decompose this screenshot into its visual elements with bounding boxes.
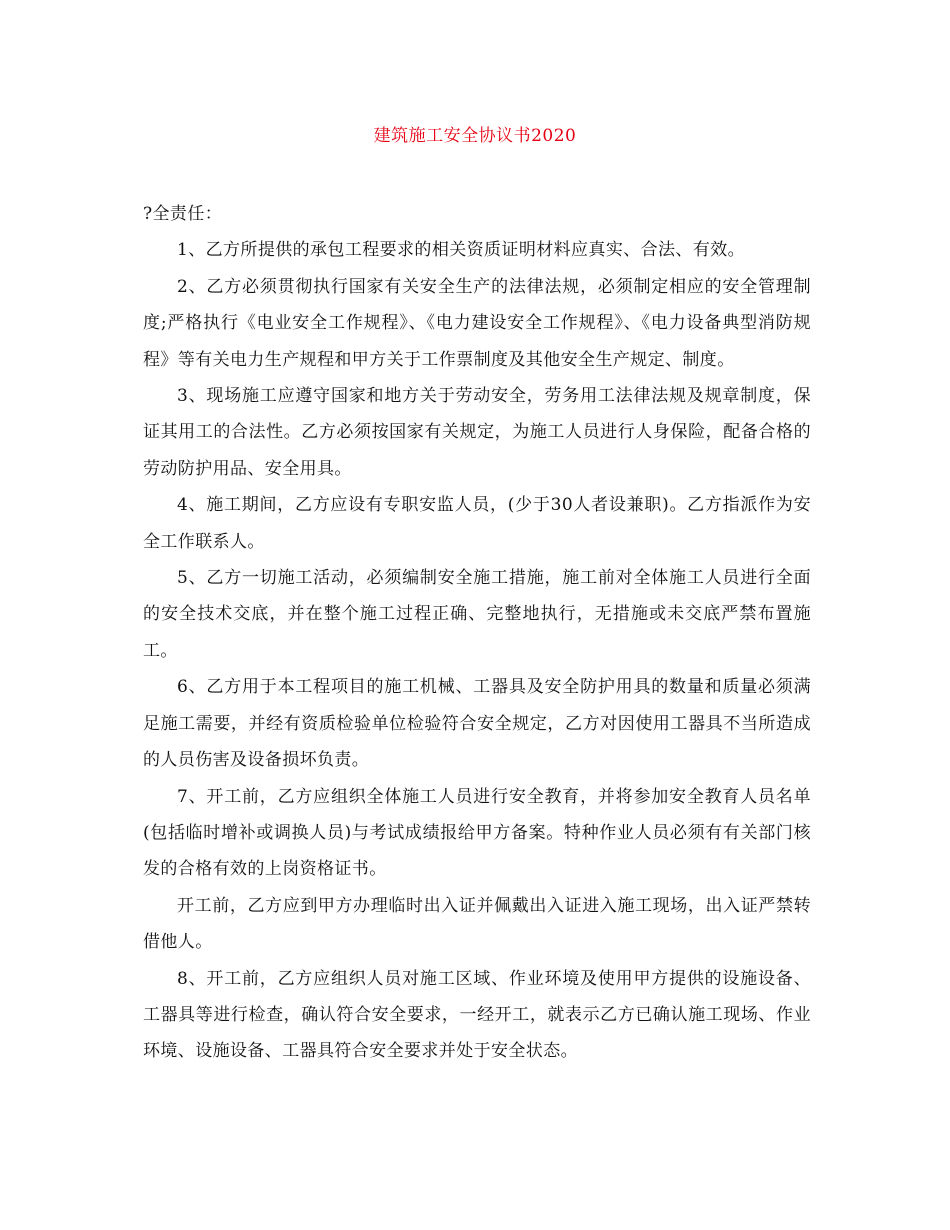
document-title: 建筑施工安全协议书2020: [373, 126, 577, 146]
clause-7-supplement: 开工前，乙方应到甲方办理临时出入证并佩戴出入证进入施工现场，出入证严禁转借他人。: [143, 895, 811, 953]
section-heading: ?全责任：: [143, 204, 223, 224]
clause-3: 3、现场施工应遵守国家和地方关于劳动安全，劳务用工法律法规及规章制度，保证其用工的合法性。乙方必须按国家有关规定，为施工人员进行人身保险，配备合格的劳动防护用品、安全用具。: [143, 386, 811, 479]
clause-7: 7、开工前，乙方应组织全体施工人员进行安全教育，并将参加安全教育人员名单(包括临时增补或调换人员)与考试成绩报给甲方备案。特种作业人员必须有有关部门核发的合格有效的上岗资格证书。: [143, 786, 811, 880]
clause-6: 6、乙方用于本工程项目的施工机械、工器具及安全防护用具的数量和质量必须满足施工需要，并经有资质检验单位检验符合安全规定，乙方对因使用工器具不当所造成的人员伤害及设备损坏负责。: [143, 677, 811, 771]
clause-2: 2、乙方必须贯彻执行国家有关安全生产的法律法规，必须制定相应的安全管理制度;严格执行《电业安全工作规程》、《电力建设安全工作规程》、《电力设备典型消防规程》等有关电力生产规程和甲方关于工作票制度及其他安全生产规定、制度。: [143, 276, 811, 370]
clause-4: 4、施工期间，乙方应设有专职安监人员，(少于30人者设兼职)。乙方指派作为安全工作联系人。: [143, 495, 811, 552]
document-body: [143, 196, 811, 1070]
clause-8: 8、开工前，乙方应组织人员对施工区域、作业环境及使用甲方提供的设施设备、工器具等进行检查，确认符合安全要求，一经开工，就表示乙方已确认施工现场、作业环境、设施设备、工器具符合安全要求并处于安全状态。: [143, 968, 811, 1062]
clause-1: 1、乙方所提供的承包工程要求的相关资质证明材料应真实、合法、有效。: [177, 240, 746, 261]
clause-5: 5、乙方一切施工活动，必须编制安全施工措施，施工前对全体施工人员进行全面的安全技术交底，并在整个施工过程正确、完整地执行，无措施或未交底严禁布置施工。: [143, 568, 811, 661]
